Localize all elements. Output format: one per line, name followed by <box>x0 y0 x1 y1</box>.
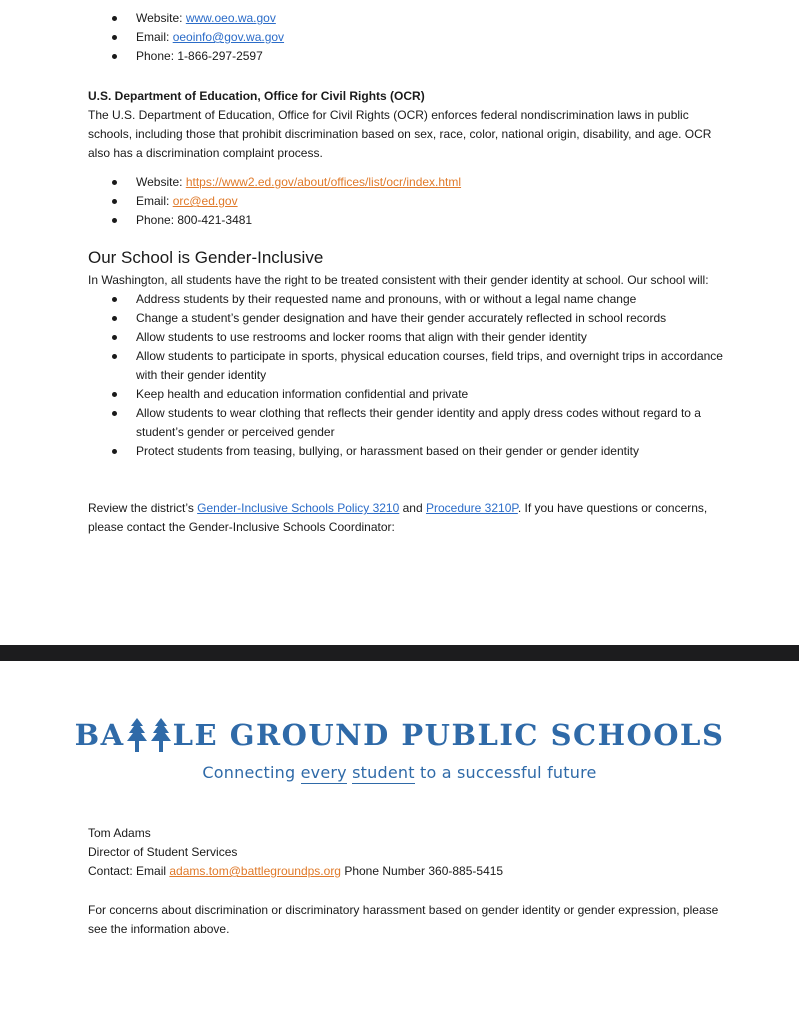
logo-tagline <box>0 763 799 782</box>
list-item <box>88 385 728 404</box>
tree-icon <box>150 717 172 753</box>
coordinator-phone: Phone Number 360-885-5415 <box>340 864 504 878</box>
coordinator-contact-line <box>88 862 728 881</box>
oeo-phone: Phone: 1-866-297-2597 <box>136 49 263 63</box>
gender-inclusive-section <box>88 247 728 461</box>
ocr-phone: Phone: 800-421-3481 <box>136 213 253 227</box>
section-intro: In Washington, all students have the right to be treated consistent with their gender identity at school. Our school will: <box>88 273 709 287</box>
district-logo <box>0 715 799 782</box>
bullet-icon <box>112 180 117 185</box>
list-item <box>88 192 728 211</box>
bullet-icon <box>112 392 117 397</box>
bullet-icon <box>112 54 117 59</box>
bullet-icon <box>112 449 117 454</box>
list-item-text: Address students by their requested name and pronouns, with or without a legal name change <box>136 292 637 306</box>
logo-text-part2: LE GROUND PUBLIC SCHOOLS <box>172 718 725 752</box>
tagline-text: to a successful future <box>414 763 597 782</box>
procedure-3210p-link[interactable]: Procedure 3210P <box>425 501 518 515</box>
ocr-heading: U.S. Department of Education, Office for Civil Rights (OCR) <box>88 89 425 103</box>
list-item <box>88 173 728 192</box>
gender-inclusive-list <box>88 290 728 461</box>
policy-3210-link[interactable]: Gender-Inclusive Schools Policy 3210 <box>197 501 400 515</box>
website-label: Website: <box>136 175 186 189</box>
coordinator-title: Director of Student Services <box>88 845 238 859</box>
list-item <box>88 211 728 230</box>
oeo-website-link[interactable]: www.oeo.wa.gov <box>185 11 276 25</box>
coordinator-email-link[interactable]: adams.tom@battlegroundps.org <box>169 864 341 878</box>
website-label: Website: <box>136 11 186 25</box>
logo-text-part1: BA <box>74 718 125 752</box>
list-item <box>88 9 728 28</box>
coordinator-contact <box>88 824 728 881</box>
ocr-body: The U.S. Department of Education, Office for Civil Rights (OCR) enforces federal nondiscrimination laws in public schools, including those that prohibit discrimination based on sex, race, color, national origin, disability, and age. OCR also has a discrimination complaint process. <box>88 108 712 160</box>
ocr-section <box>88 87 728 163</box>
list-item <box>88 309 728 328</box>
tagline-text: Connecting <box>202 763 301 782</box>
bullet-icon <box>112 16 117 21</box>
bullet-icon <box>112 35 117 40</box>
ocr-email-link[interactable]: orc@ed.gov <box>172 194 238 208</box>
bullet-icon <box>112 316 117 321</box>
oeo-contact-list <box>88 9 728 66</box>
tagline-every: every <box>300 763 347 782</box>
ocr-website-link[interactable]: https://www2.ed.gov/about/offices/list/ocr/index.html <box>185 175 462 189</box>
review-text: and <box>399 501 426 515</box>
section-title: Our School is Gender-Inclusive <box>88 248 324 267</box>
tagline-student: student <box>352 763 415 782</box>
email-label: Email: <box>136 194 173 208</box>
list-item-text: Keep health and education information confidential and private <box>136 387 469 401</box>
bullet-icon <box>112 297 117 302</box>
bullet-icon <box>112 199 117 204</box>
list-item-text: Change a student’s gender designation and have their gender accurately reflected in school records <box>136 311 667 325</box>
list-item <box>88 442 728 461</box>
coordinator-name: Tom Adams <box>88 826 151 840</box>
list-item <box>88 404 728 442</box>
list-item <box>88 290 728 309</box>
list-item-text: Allow students to participate in sports, physical education courses, field trips, and overnight trips in accordance with their gender identity <box>136 349 723 382</box>
bullet-icon <box>112 411 117 416</box>
footer-note: For concerns about discrimination or discriminatory harassment based on gender identity or gender expression, please see the information above. <box>88 903 719 936</box>
document-page-bottom <box>0 661 799 1018</box>
bullet-icon <box>112 335 117 340</box>
contact-prefix: Contact: Email <box>88 864 170 878</box>
ocr-contact-list <box>88 173 728 230</box>
review-text: Review the district’s <box>88 501 198 515</box>
page-divider <box>0 645 799 661</box>
list-item <box>88 328 728 347</box>
list-item-text: Allow students to wear clothing that reflects their gender identity and apply dress codes without regard to a student’s gender or perceived gender <box>136 406 701 439</box>
list-item-text: Protect students from teasing, bullying, or harassment based on their gender or gender identity <box>136 444 639 458</box>
oeo-email-link[interactable]: oeoinfo@gov.wa.gov <box>172 30 285 44</box>
review-text: . If you have questions or concerns, please contact the Gender-Inclusive Schools Coordinator: <box>88 501 708 534</box>
review-paragraph <box>88 499 728 537</box>
bullet-icon <box>112 218 117 223</box>
tree-icon <box>126 717 148 753</box>
bullet-icon <box>112 354 117 359</box>
list-item-text: Allow students to use restrooms and locker rooms that align with their gender identity <box>136 330 587 344</box>
logo-wordmark <box>75 715 725 755</box>
email-label: Email: <box>136 30 173 44</box>
list-item <box>88 347 728 385</box>
list-item <box>88 28 728 47</box>
list-item <box>88 47 728 66</box>
